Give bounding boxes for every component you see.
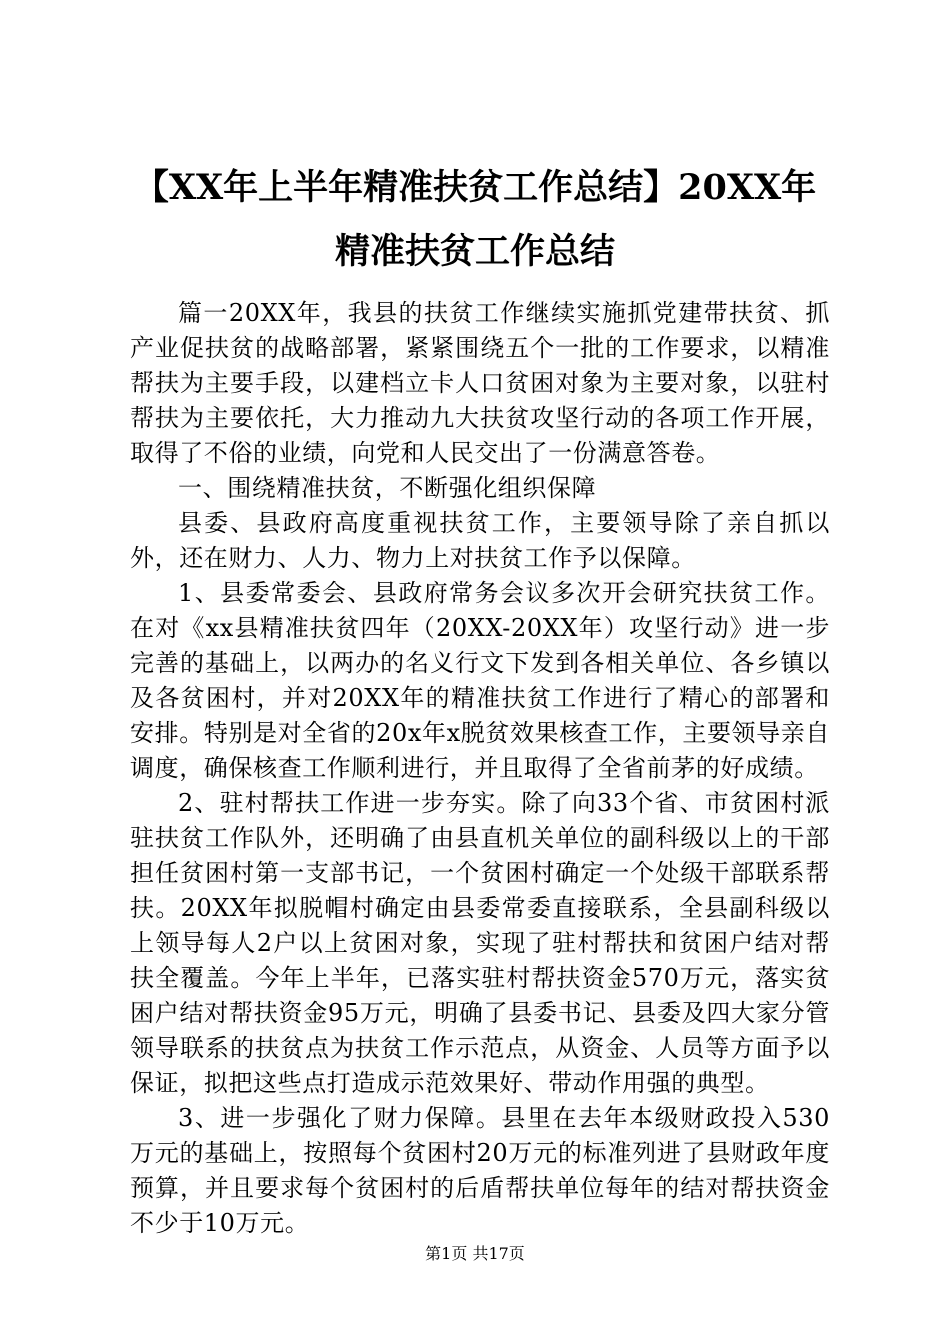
paragraph-intro: 篇一20XX年，我县的扶贫工作继续实施抓党建带扶贫、抓产业促扶贫的战略部署，紧紧围绕五个一批的工作要求，以精准帮扶为主要手段，以建档立卡人口贫困对象为主要对象，以驻村帮扶为主要依托，大力推动九大扶贫攻坚行动的各项工作开展，取得了不俗的业绩，向党和人民交出了一份满意答卷。 bbox=[130, 299, 830, 467]
section-heading: 一、围绕精准扶贫，不断强化组织保障 bbox=[178, 474, 597, 502]
paragraph-item-1: 1、县委常委会、县政府常务会议多次开会研究扶贫工作。在对《xx县精准扶贫四年（20XX-20XX年）攻坚行动》进一步完善的基础上，以两办的名义行文下发到各相关单位、各乡镇以及各贫困村，并对20XX年的精准扶贫工作进行了精心的部署和安排。特别是对全省的20x年x脱贫效果核查工作，主要领导亲自调度，确保核查工作顺利进行，并且取得了全省前茅的好成绩。 bbox=[130, 579, 830, 782]
document-body bbox=[130, 296, 830, 1241]
document-title: 【XX年上半年精准扶贫工作总结】20XX年精准扶贫工作总结 bbox=[133, 167, 817, 272]
paragraph-item-3: 3、进一步强化了财力保障。县里在去年本级财政投入530万元的基础上，按照每个贫困村20万元的标准列进了县财政年度预算，并且要求每个贫困村的后盾帮扶单位每年的结对帮扶资金不少于10万元。 bbox=[130, 1104, 830, 1237]
paragraph-item-2: 2、驻村帮扶工作进一步夯实。除了向33个省、市贫困村派驻扶贫工作队外，还明确了由县直机关单位的副科级以上的干部担任贫困村第一支部书记，一个贫困村确定一个处级干部联系帮扶。20XX年拟脱帽村确定由县委常委直接联系，全县副科级以上领导每人2户以上贫困对象，实现了驻村帮扶和贫困户结对帮扶全覆盖。今年上半年，已落实驻村帮扶资金570万元，落实贫困户结对帮扶资金95万元，明确了县委书记、县委及四大家分管领导联系的扶贫点为扶贫工作示范点，从资金、人员等方面予以保证，拟把这些点打造成示范效果好、带动作用强的典型。 bbox=[130, 789, 830, 1097]
page-footer: 第1页 共17页 bbox=[425, 1244, 525, 1263]
paragraph-leadership: 县委、县政府高度重视扶贫工作，主要领导除了亲自抓以外，还在财力、人力、物力上对扶贫工作予以保障。 bbox=[130, 509, 830, 572]
